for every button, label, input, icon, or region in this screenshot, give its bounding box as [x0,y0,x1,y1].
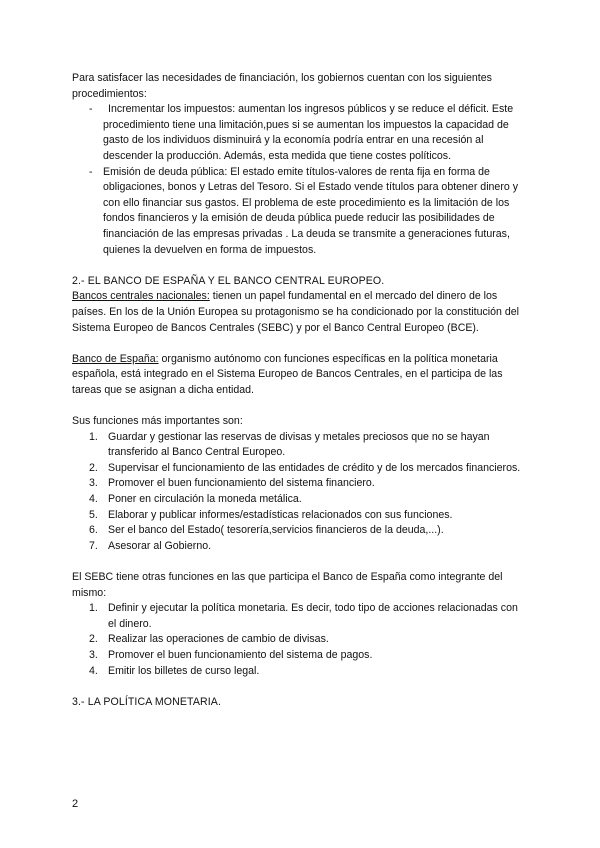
procedure-text: Incrementar los impuestos: aumentan los ingresos públicos y se reduce el déficit. Este procedimiento tiene una limitación,pues si se aumentan los impuestos la capacidad de gasto de los individuos disminuirá y la economía podría entrar en una recesión al descender la producción. Además, esta medida que tiene costes políticos. [103,103,514,162]
list-item [89,165,527,259]
bcn-paragraph [72,289,527,336]
intro-paragraph: Para satisfacer las necesidades de financiación, los gobiernos cuentan con los siguientes procedimientos: [72,72,492,100]
bde-label: Banco de España: [72,352,159,365]
functions-intro: Sus funciones más importantes son: [72,415,243,428]
document-body [72,71,527,710]
list-item: 3. Promover el buen funcionamiento del sistema financiero. [89,477,375,490]
list-item: 1. Guardar y gestionar las reservas de divisas y metales preciosos que no se hayan transferido al Banco Central Europeo. [89,430,490,459]
bullet-marker: - [89,103,93,116]
procedures-list [72,102,527,258]
sebc-intro: El SEBC tiene otras funciones en las que participa el Banco de España como integrante del mismo: [72,571,503,599]
list-item: 6. Ser el banco del Estado( tesorería,servicios financieros de la deuda,...). [89,524,444,537]
section-2-heading: 2.- EL BANCO DE ESPAÑA Y EL BANCO CENTRAL EUROPEO. [72,274,385,287]
procedure-text: Emisión de deuda pública: El estado emite títulos-valores de renta fija en forma de obligaciones, bonos y Letras del Tesoro. Si el Estado vende títulos para obtener dinero y con ello financiar sus gastos. El problema de este procedimiento es la limitación de los fondos financieros y la emisión de deuda pública puede reducir las posibilidades de financiación de las empresas privadas . La deuda se transmite a generaciones futuras, quienes la devuelven en forma de impuestos. [103,165,518,256]
section-3-heading: 3.- LA POLÍTICA MONETARIA. [72,695,221,708]
page-number: 2 [72,798,79,810]
bde-text: organismo autónomo con funciones específicas en la política monetaria española, está integrado en el Sistema Europeo de Bancos Centrales, en el participa de las tareas que se asignan a dicha entidad. [72,352,503,396]
list-item: 1. Definir y ejecutar la política monetaria. Es decir, todo tipo de acciones relacionadas con el dinero. [89,602,518,630]
list-item: 7. Asesorar al Gobierno. [89,539,212,552]
list-item: 2. Realizar las operaciones de cambio de divisas. [89,633,329,646]
list-item [89,102,527,164]
list-item: 5. Elaborar y publicar informes/estadísticas relacionados con sus funciones. [89,508,453,521]
bcn-text: tienen un papel fundamental en el mercado del dinero de los países. En los de la Unión Europea su protagonismo se ha condicionado por la constitución del Sistema Europeo de Bancos Centrales (SEBC) y por el Banco Central Europeo (BCE). [72,290,519,334]
list-item: 4. Poner en circulación la moneda metálica. [89,493,302,506]
bde-paragraph [72,352,527,399]
functions-list [72,430,527,555]
bcn-label: Bancos centrales nacionales: [72,290,210,303]
list-item: 3. Promover el buen funcionamiento del sistema de pagos. [89,648,373,661]
list-item: 4. Emitir los billetes de curso legal. [89,664,260,677]
list-item: 2. Supervisar el funcionamiento de las entidades de crédito y de los mercados financieros. [89,461,521,474]
sebc-functions-list [72,601,527,679]
bullet-marker: - [89,165,93,178]
